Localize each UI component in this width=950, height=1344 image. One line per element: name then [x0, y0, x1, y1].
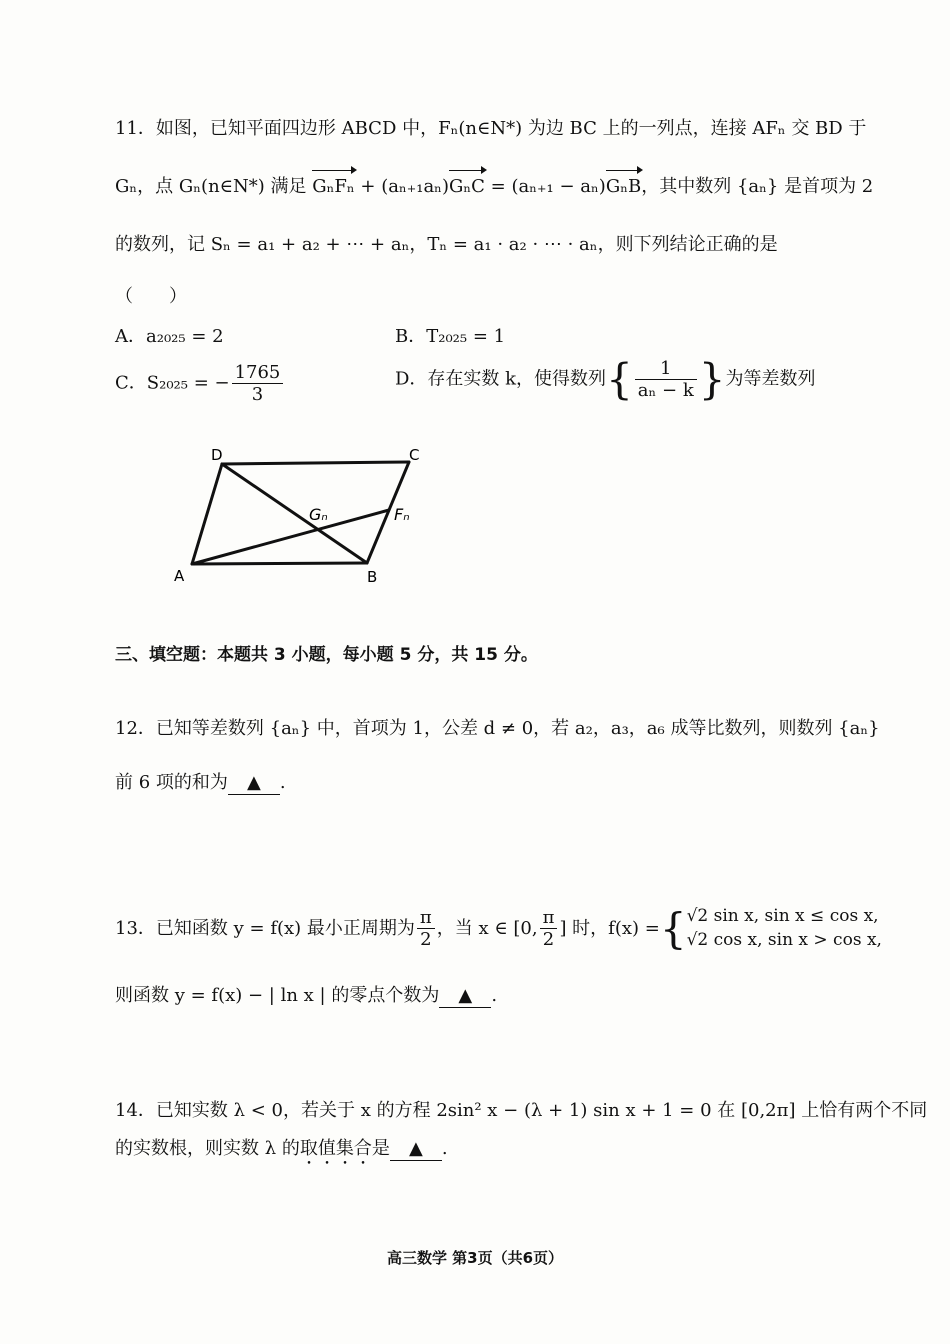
q11-line2-mid2: = (aₙ₊₁ − aₙ) — [484, 176, 606, 197]
left-brace: { — [606, 354, 633, 404]
q11-option-d-denominator: aₙ − k — [637, 380, 694, 401]
q13-interval-numerator: π — [540, 907, 558, 930]
q11-option-c-denominator: 3 — [251, 384, 264, 405]
q13-mid1: ，当 x ∈ [0, — [436, 917, 538, 939]
diagonal-DB — [222, 464, 367, 563]
edge-DC — [222, 462, 409, 464]
q13-line2-suffix: . — [491, 985, 498, 1006]
q11-answer-paren: （ ） — [115, 286, 187, 307]
cases-brace: { — [659, 903, 687, 953]
q11-line2-suffix: ，其中数列 {aₙ} 是首项为 2 — [641, 176, 874, 197]
point-label-Fn: Fₙ — [394, 505, 410, 524]
segment-AFn — [192, 510, 389, 564]
q11-line1: 11．如图，已知平面四边形 ABCD 中，Fₙ(n∈N*) 为边 BC 上的一列点，连接 AFₙ 交 BD 于 — [115, 118, 867, 139]
q11-line3: 的数列，记 Sₙ = a₁ + a₂ + ⋯ + aₙ，Tₙ = a₁ · a₂ · ⋯ · aₙ，则下列结论正确的是 — [115, 234, 778, 255]
q13-case-2: √2 cos x, sin x > cos x, — [686, 929, 882, 950]
q11-option-d-suffix: 为等差数列 — [725, 368, 816, 390]
q11-option-c-numerator: 1765 — [232, 362, 284, 384]
q13-line2-prefix: 则函数 y = f(x) − | ln x | 的零点个数为 — [115, 985, 440, 1006]
q11-line2-prefix: Gₙ，点 Gₙ(n∈N*) 满足 — [115, 176, 313, 197]
section-3-title: 三、填空题：本题共 3 小题，每小题 5 分，共 15 分。 — [115, 645, 538, 665]
page-footer: 高三数学 第3页（共6页） — [386, 1249, 564, 1267]
q14-line2-suffix: . — [441, 1138, 448, 1159]
q13-period-denominator: 2 — [420, 929, 432, 951]
q11-option-c-prefix: C．S₂₀₂₅ = − — [115, 372, 230, 394]
q13-period-numerator: π — [417, 907, 435, 930]
vertex-label-B: B — [367, 568, 378, 586]
q13-case-1: √2 sin x, sin x ≤ cos x, — [686, 906, 879, 926]
q11-option-d — [395, 354, 816, 404]
q11-option-c-fraction — [232, 362, 284, 405]
vertex-label-D: D — [211, 446, 223, 464]
q11-line2-mid1: + (aₙ₊₁aₙ) — [354, 176, 449, 197]
q12-line2 — [115, 772, 286, 795]
q14-line2-mid: 是 — [371, 1138, 390, 1159]
edge-AB — [192, 563, 367, 564]
q14-line1: 14．已知实数 λ < 0，若关于 x 的方程 2sin² x − (λ + 1) sin x + 1 = 0 在 [0,2π] 上恰有两个不同 — [115, 1100, 928, 1121]
q12-answer-blank: ▲ — [228, 772, 280, 795]
q13-interval-fraction — [540, 907, 558, 951]
right-brace: } — [698, 354, 726, 404]
q11-line2 — [115, 176, 873, 198]
q13-piecewise-cases — [687, 905, 882, 953]
vector-GnC: GₙC — [449, 176, 485, 197]
q13-line2 — [115, 985, 497, 1008]
vertex-label-A: A — [174, 567, 185, 585]
q11-option-d-numerator: 1 — [635, 358, 697, 380]
parallelogram-figure — [165, 440, 435, 590]
vertex-label-C: C — [409, 446, 420, 464]
q13-line1 — [115, 905, 882, 953]
q12-line2-suffix: . — [279, 772, 286, 793]
q11-option-a: A．a₂₀₂₅ = 2 — [115, 326, 224, 347]
q13-mid2: ] 时，f(x) = — [559, 917, 660, 939]
edge-DA — [192, 464, 222, 564]
q11-option-d-prefix: D．存在实数 k，使得数列 — [395, 368, 607, 390]
q12-line2-prefix: 前 6 项的和为 — [115, 772, 228, 793]
point-label-Gn: Gₙ — [309, 505, 328, 524]
vector-GnB: GₙB — [605, 176, 642, 197]
vector-GnFn: GₙFₙ — [312, 176, 355, 197]
q14-answer-blank: ▲ — [390, 1138, 442, 1161]
q13-prefix: 13．已知函数 y = f(x) 最小正周期为 — [115, 917, 415, 939]
q13-answer-blank: ▲ — [439, 985, 491, 1008]
q14-line2 — [115, 1138, 448, 1169]
q12-line1: 12．已知等差数列 {aₙ} 中，首项为 1，公差 d ≠ 0，若 a₂，a₃，a₆ 成等比数列，则数列 {aₙ} — [115, 718, 880, 739]
q11-option-b: B．T₂₀₂₅ = 1 — [395, 326, 506, 347]
q11-option-d-fraction — [635, 358, 697, 401]
q13-interval-denominator: 2 — [542, 929, 555, 951]
q11-option-c — [115, 362, 285, 405]
q13-period-fraction — [417, 907, 435, 951]
q14-emphasis: 取值集合 — [299, 1138, 372, 1159]
q14-line2-prefix: 的实数根，则实数 λ 的 — [115, 1138, 300, 1159]
